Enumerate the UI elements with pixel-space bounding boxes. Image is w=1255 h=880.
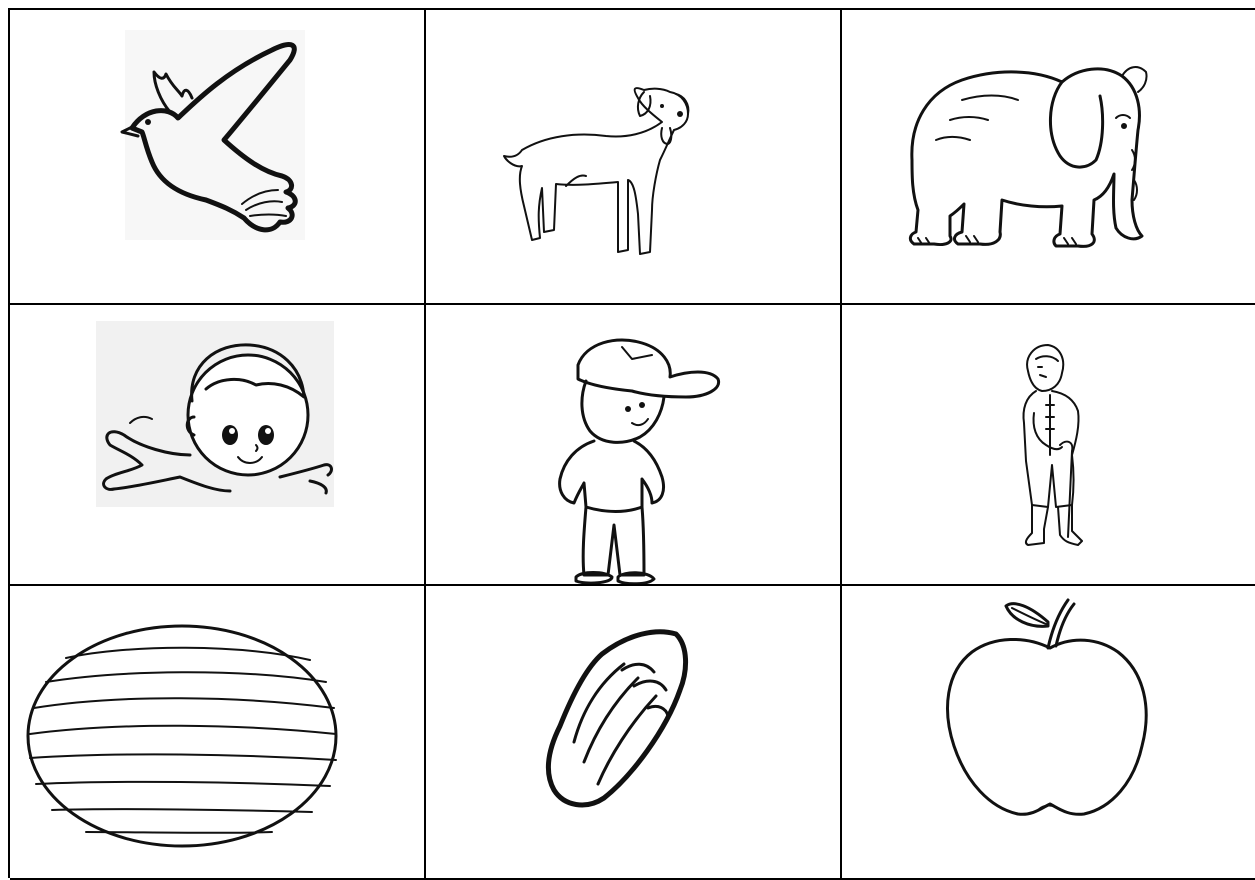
cell-old-man [842, 305, 1255, 586]
watermelon-icon [10, 586, 426, 880]
cell-watermelon [10, 586, 426, 880]
old-man-icon [842, 305, 1255, 586]
picture-grid [8, 8, 1255, 878]
cell-seed [426, 586, 842, 880]
cell-dog [426, 10, 842, 305]
boy-icon [426, 305, 842, 586]
elephant-icon [842, 10, 1255, 305]
cell-baby [10, 305, 426, 586]
cell-apple [842, 586, 1255, 880]
dove-icon [10, 10, 426, 305]
dog-icon [426, 10, 842, 305]
cell-dove [10, 10, 426, 305]
cell-boy [426, 305, 842, 586]
seed-icon [426, 586, 842, 880]
apple-icon [842, 586, 1255, 880]
cell-elephant [842, 10, 1255, 305]
baby-icon [10, 305, 426, 586]
